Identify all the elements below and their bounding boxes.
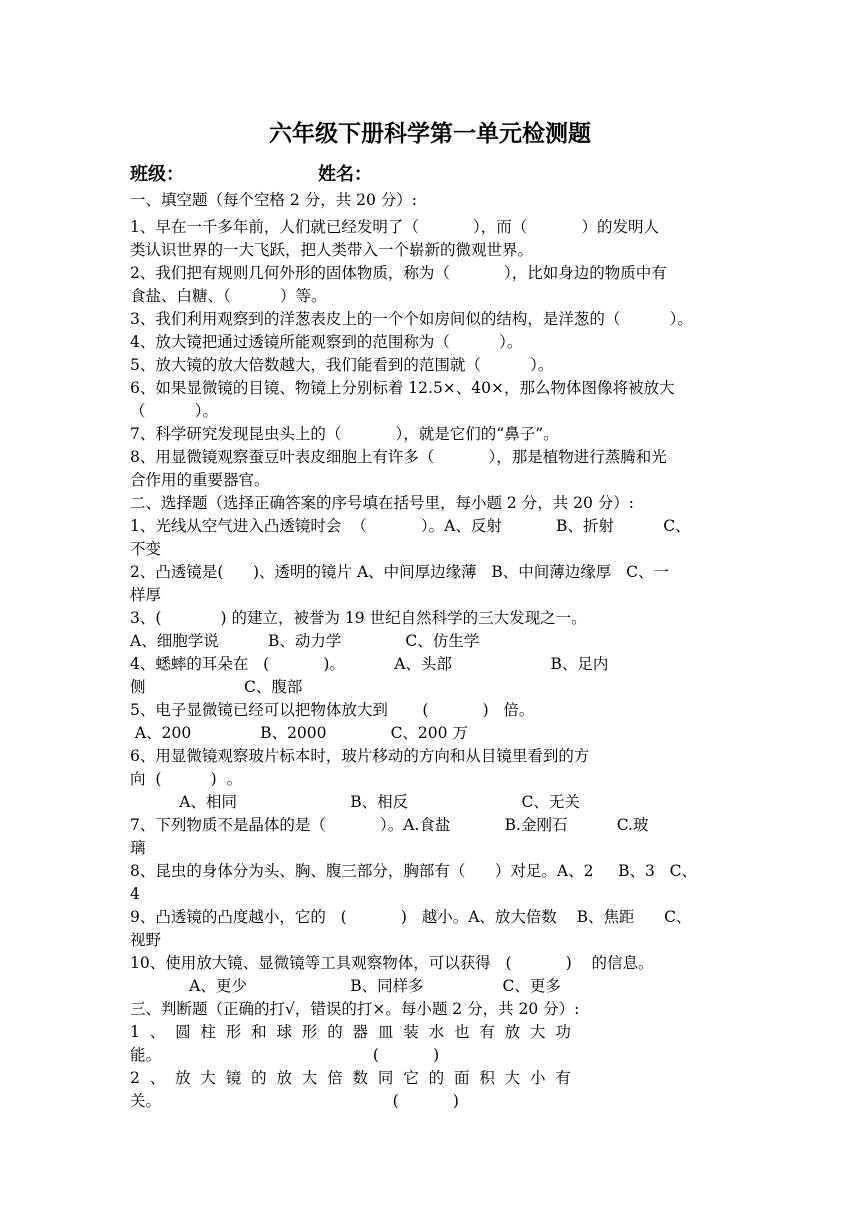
question-line: 类认识世界的一大飞跃，把人类带入一个崭新的微观世界。 [130,241,534,259]
question-line: 1、光线从空气进入凸透镜时会 （ ）。A、反射 B、折射 C、 [130,517,691,535]
question-line: 8、用显微镜观察蚕豆叶表皮细胞上有许多（ ），那是植物进行蒸腾和光 [130,448,667,466]
question-line: 1、早在一千多年前，人们就已经发明了（ ），而（ ）的发明人 [130,218,660,236]
question-line: A、更少 B、同样多 C、更多 [130,977,561,995]
question-line: 向 ( ) 。 [130,770,243,788]
question-line: 5、放大镜的放大倍数越大，我们能看到的范围就（ ）。 [130,356,554,374]
class-label: 班级： [130,164,184,185]
question-line: 2、我们把有规则几何外形的固体物质，称为（ ），比如身边的物质中有 [130,264,667,282]
section-heading: 三、判断题（正确的打√，错误的打×。每小题 2 分，共 20 分）: [130,1000,580,1018]
question-line: 7、下列物质不是晶体的是（ ）。A.食盐 B.金刚石 C.玻 [130,816,649,834]
question-line: 9、凸透镜的凸度越小，它的 ( ) 越小。A、放大倍数 B、焦距 C、 [130,908,692,926]
question-line: A、相同 B、相反 C、无关 [130,793,580,811]
question-line: 7、科学研究发现昆虫头上的（ ），就是它们的“鼻子”。 [130,425,559,443]
document-title: 六年级下册科学第一单元检测题 [269,121,591,147]
question-line: 1 、 圆 柱 形 和 球 形 的 器 皿 装 水 也 有 放 大 功 [130,1023,571,1041]
question-line: 能。 ( ) [130,1046,440,1064]
question-line: 璃 [130,839,146,857]
question-line: 6、如果显微镜的目镜、物镜上分别标着 12.5×、40×，那么物体图像将被放大 [130,379,675,397]
question-line: 4、蟋蟀的耳朵在 ( )。 A、头部 B、足内 [130,655,609,673]
section-heading: 二、选择题（选择正确答案的序号填在括号里，每小题 2 分，共 20 分）: [130,494,635,512]
question-line: 合作用的重要器官。 [130,471,270,489]
question-line: 8、昆虫的身体分为头、胸、腹三部分，胸部有（ ）对足。A、2 B、3 C、 [130,862,698,880]
question-line: A、200 B、2000 C、200 万 [130,724,468,742]
question-line: （ ）。 [130,402,219,420]
question-line: 5、电子显微镜已经可以把物体放大到 ( ) 倍。 [130,701,535,719]
question-line: 4 [130,885,140,903]
section-heading: 一、填空题（每个空格 2 分，共 20 分）: [130,191,418,209]
name-label: 姓名： [318,164,372,185]
question-line: 10、使用放大镜、显微镜等工具观察物体，可以获得 ( ) 的信息。 [130,954,654,972]
question-line: 3、( ) 的建立，被誉为 19 世纪自然科学的三大发现之一。 [130,609,587,627]
question-line: 侧 C、腹部 [130,678,303,696]
question-line: 样厚 [130,586,162,604]
question-line: 视野 [130,931,162,949]
question-line: 食盐、白糖、（ ）等。 [130,287,327,305]
question-line: 4、放大镜把通过透镜所能观察到的范围称为（ ）。 [130,333,523,351]
question-line: 3、我们利用观察到的洋葱表皮上的一个个如房间似的结构，是洋葱的（ ）。 [130,310,693,328]
question-line: 不变 [130,540,162,558]
question-line: 关。 ( ) [130,1092,459,1110]
question-line: 2、凸透镜是( )、透明的镜片 A、中间厚边缘薄 B、中间薄边缘厚 C、一 [130,563,669,581]
question-line: 6、用显微镜观察玻片标本时，玻片移动的方向和从目镜里看到的方 [130,747,590,765]
question-line: 2 、 放 大 镜 的 放 大 倍 数 同 它 的 面 积 大 小 有 [130,1069,571,1087]
question-line: A、细胞学说 B、动力学 C、仿生学 [130,632,480,650]
